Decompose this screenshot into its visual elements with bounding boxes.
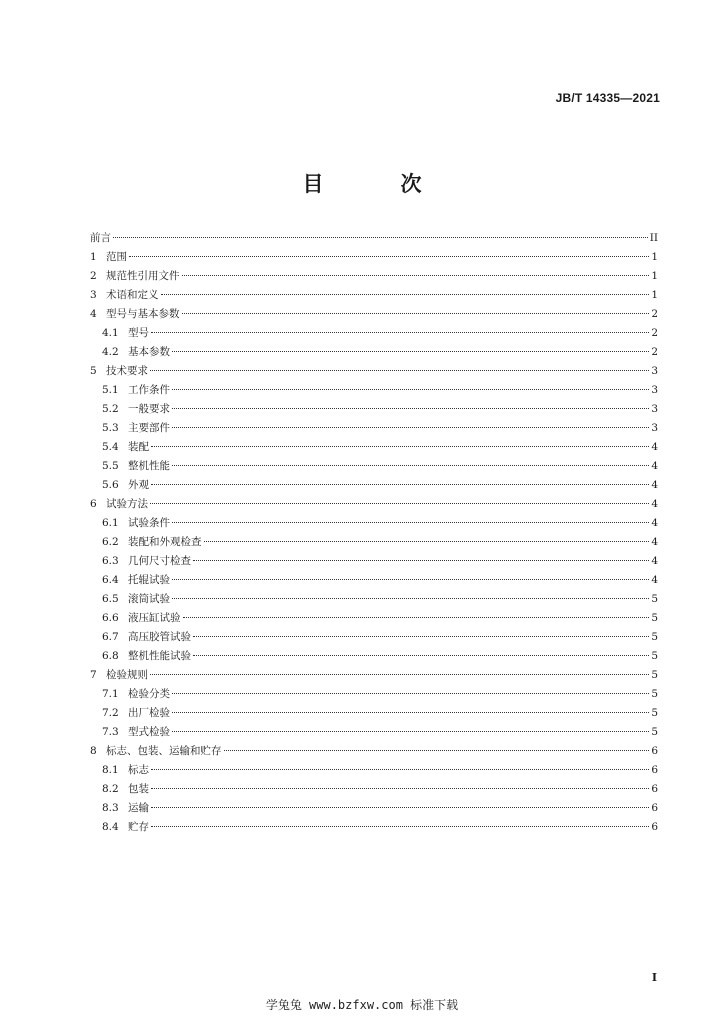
toc-entry[interactable] <box>90 818 658 837</box>
toc-entry[interactable] <box>90 761 658 780</box>
toc-entry-number: 8.2 <box>102 783 119 795</box>
toc-dot-leader <box>150 674 649 675</box>
toc-dot-leader <box>172 731 649 732</box>
toc-entry-label: 高压胶管试验 <box>128 631 191 643</box>
toc-dot-leader <box>150 370 649 371</box>
toc-entry-page: 1 <box>651 289 658 301</box>
toc-dot-leader <box>172 522 649 523</box>
toc-entry-label: 型号与基本参数 <box>106 308 180 320</box>
toc-entry[interactable] <box>90 723 658 742</box>
toc-entry-label: 装配 <box>128 441 149 453</box>
toc-entry[interactable] <box>90 799 658 818</box>
toc-entry[interactable] <box>90 495 658 514</box>
toc-entry[interactable] <box>90 552 658 571</box>
toc-entry-number: 6.3 <box>102 555 119 567</box>
toc-dot-leader <box>193 655 649 656</box>
toc-entry[interactable] <box>90 267 658 286</box>
toc-entry-page: 1 <box>651 270 658 282</box>
toc-entry[interactable] <box>90 609 658 628</box>
toc-dot-leader <box>161 294 650 295</box>
toc-entry-label: 托辊试验 <box>128 574 170 586</box>
toc-entry[interactable] <box>90 628 658 647</box>
toc-entry-number: 5.4 <box>102 441 119 453</box>
toc-entry-number: 2 <box>90 270 97 282</box>
toc-dot-leader <box>183 617 650 618</box>
toc-entry-label: 整机性能试验 <box>128 650 191 662</box>
toc-dot-leader <box>193 560 649 561</box>
toc-entry-label: 试验条件 <box>128 517 170 529</box>
toc-entry-label: 检验规则 <box>106 669 148 681</box>
toc-entry-number: 8.4 <box>102 821 119 833</box>
toc-entry-page: 5 <box>651 593 658 605</box>
toc-dot-leader <box>172 351 649 352</box>
toc-entry-page: 5 <box>651 688 658 700</box>
toc-entry-page: 4 <box>651 536 658 548</box>
toc-entry[interactable] <box>90 324 658 343</box>
toc-entry[interactable] <box>90 533 658 552</box>
toc-entry[interactable] <box>90 514 658 533</box>
toc-entry[interactable] <box>90 343 658 362</box>
toc-entry-page: 4 <box>651 460 658 472</box>
toc-dot-leader <box>151 484 649 485</box>
toc-entry-page: 4 <box>651 479 658 491</box>
toc-entry-page: 5 <box>651 669 658 681</box>
toc-entry[interactable] <box>90 685 658 704</box>
toc-entry-page: 5 <box>651 612 658 624</box>
toc-dot-leader <box>172 598 649 599</box>
toc-entry-number: 7.1 <box>102 688 119 700</box>
toc-dot-leader <box>172 408 649 409</box>
toc-entry-page: 3 <box>651 422 658 434</box>
toc-dot-leader <box>172 712 649 713</box>
toc-entry[interactable] <box>90 704 658 723</box>
toc-entry-number: 8.3 <box>102 802 119 814</box>
toc-entry-number: 7.3 <box>102 726 119 738</box>
toc-entry-label: 型式检验 <box>128 726 170 738</box>
toc-entry[interactable] <box>90 457 658 476</box>
toc-entry-page: 2 <box>651 308 658 320</box>
toc-entry-label: 装配和外观检查 <box>128 536 202 548</box>
toc-dot-leader <box>172 389 649 390</box>
toc-entry-label: 贮存 <box>128 821 149 833</box>
toc-entry-label: 术语和定义 <box>106 289 159 301</box>
toc-entry-number: 7 <box>90 669 97 681</box>
standard-code: JB/T 14335—2021 <box>555 91 660 105</box>
toc-entry-label: 出厂检验 <box>128 707 170 719</box>
toc-entry-number: 6.5 <box>102 593 119 605</box>
toc-entry-label: 试验方法 <box>106 498 148 510</box>
toc-entry-page: 5 <box>651 707 658 719</box>
toc-entry-number: 5 <box>90 365 97 377</box>
toc-entry-page: 3 <box>651 384 658 396</box>
toc-entry-label: 主要部件 <box>128 422 170 434</box>
toc-entry-page: 1 <box>651 251 658 263</box>
toc-entry-number: 4 <box>90 308 97 320</box>
toc-entry[interactable] <box>90 419 658 438</box>
toc-dot-leader <box>151 332 649 333</box>
toc-entry-page: 3 <box>651 365 658 377</box>
toc-entry-page: 6 <box>651 821 658 833</box>
toc-dot-leader <box>182 313 650 314</box>
toc-entry[interactable] <box>90 438 658 457</box>
toc-entry-number: 5.2 <box>102 403 119 415</box>
toc-entry-label: 运输 <box>128 802 149 814</box>
toc-entry-page: 5 <box>651 726 658 738</box>
toc-dot-leader <box>193 636 649 637</box>
toc-entry-label: 标志、包装、运输和贮存 <box>106 745 222 757</box>
toc-dot-leader <box>224 750 650 751</box>
toc-dot-leader <box>204 541 650 542</box>
toc-entry-page: 6 <box>651 783 658 795</box>
toc-entry-label: 规范性引用文件 <box>106 270 180 282</box>
toc-entry-number: 1 <box>90 251 97 263</box>
toc-entry-page: 2 <box>651 346 658 358</box>
toc-entry-label: 一般要求 <box>128 403 170 415</box>
toc-entry-number: 8 <box>90 745 97 757</box>
toc-dot-leader <box>172 693 649 694</box>
toc-entry-page: 4 <box>651 574 658 586</box>
toc-entry-page: 6 <box>651 745 658 757</box>
toc-entry-label: 滚筒试验 <box>128 593 170 605</box>
toc-entry[interactable] <box>90 305 658 324</box>
toc-entry[interactable] <box>90 780 658 799</box>
toc-entry-number: 6 <box>90 498 97 510</box>
toc-entry-label: 工作条件 <box>128 384 170 396</box>
toc-dot-leader <box>172 427 649 428</box>
toc-dot-leader <box>151 826 649 827</box>
toc-entry-number: 6.6 <box>102 612 119 624</box>
toc-entry-number: 3 <box>90 289 97 301</box>
toc-entry-page: 4 <box>651 441 658 453</box>
toc-entry[interactable] <box>90 286 658 305</box>
toc-entry-number: 8.1 <box>102 764 119 776</box>
toc-entry[interactable] <box>90 476 658 495</box>
toc-entry-page: 4 <box>651 517 658 529</box>
toc-dot-leader <box>150 503 649 504</box>
toc-entry[interactable] <box>90 571 658 590</box>
toc-entry[interactable] <box>90 400 658 419</box>
toc-dot-leader <box>151 446 649 447</box>
toc-entry-page: 5 <box>651 631 658 643</box>
toc-entry-label: 型号 <box>128 327 149 339</box>
toc-dot-leader <box>172 465 649 466</box>
toc-entry[interactable] <box>90 381 658 400</box>
toc-entry-number: 4.1 <box>102 327 119 339</box>
toc-entry-label: 检验分类 <box>128 688 170 700</box>
toc-dot-leader <box>172 579 649 580</box>
toc-entry-label: 外观 <box>128 479 149 491</box>
toc-entry-number: 6.7 <box>102 631 119 643</box>
toc-entry-number: 5.1 <box>102 384 119 396</box>
toc-entry-page: 4 <box>651 555 658 567</box>
toc-entry[interactable] <box>90 248 658 267</box>
toc-entry-label: 标志 <box>128 764 149 776</box>
table-of-contents <box>90 229 658 837</box>
toc-entry-label: 整机性能 <box>128 460 170 472</box>
toc-dot-leader <box>151 788 649 789</box>
toc-entry-page: 5 <box>651 650 658 662</box>
toc-entry-page: 3 <box>651 403 658 415</box>
toc-entry[interactable] <box>90 362 658 381</box>
toc-entry-label: 前言 <box>90 232 111 244</box>
toc-dot-leader <box>151 769 649 770</box>
toc-entry-label: 几何尺寸检查 <box>128 555 191 567</box>
toc-dot-leader <box>182 275 650 276</box>
toc-entry-page: 2 <box>651 327 658 339</box>
toc-entry-number: 5.3 <box>102 422 119 434</box>
toc-entry-number: 5.5 <box>102 460 119 472</box>
toc-entry-page: 6 <box>651 802 658 814</box>
toc-entry[interactable] <box>90 666 658 685</box>
page-title: 目 次 <box>302 172 450 196</box>
toc-entry-number: 4.2 <box>102 346 119 358</box>
toc-entry-label: 技术要求 <box>106 365 148 377</box>
toc-entry-page: II <box>649 232 658 244</box>
toc-entry-number: 6.2 <box>102 536 119 548</box>
toc-entry-number: 6.4 <box>102 574 119 586</box>
toc-dot-leader <box>151 807 649 808</box>
toc-entry[interactable] <box>90 647 658 666</box>
toc-entry-number: 7.2 <box>102 707 119 719</box>
toc-entry-number: 5.6 <box>102 479 119 491</box>
toc-entry-label: 范围 <box>106 251 127 263</box>
toc-entry-label: 包装 <box>128 783 149 795</box>
toc-entry-page: 6 <box>651 764 658 776</box>
toc-entry[interactable] <box>90 590 658 609</box>
toc-entry[interactable] <box>90 742 658 761</box>
toc-dot-leader <box>113 237 648 238</box>
toc-entry-label: 液压缸试验 <box>128 612 181 624</box>
toc-entry-number: 6.8 <box>102 650 119 662</box>
footer-watermark-text: 学兔兔 www.bzfxw.com 标准下载 <box>265 998 459 1012</box>
toc-entry[interactable] <box>90 229 658 248</box>
page-number: I <box>651 971 657 984</box>
toc-entry-label: 基本参数 <box>128 346 170 358</box>
toc-entry-number: 6.1 <box>102 517 119 529</box>
toc-dot-leader <box>129 256 649 257</box>
toc-entry-page: 4 <box>651 498 658 510</box>
